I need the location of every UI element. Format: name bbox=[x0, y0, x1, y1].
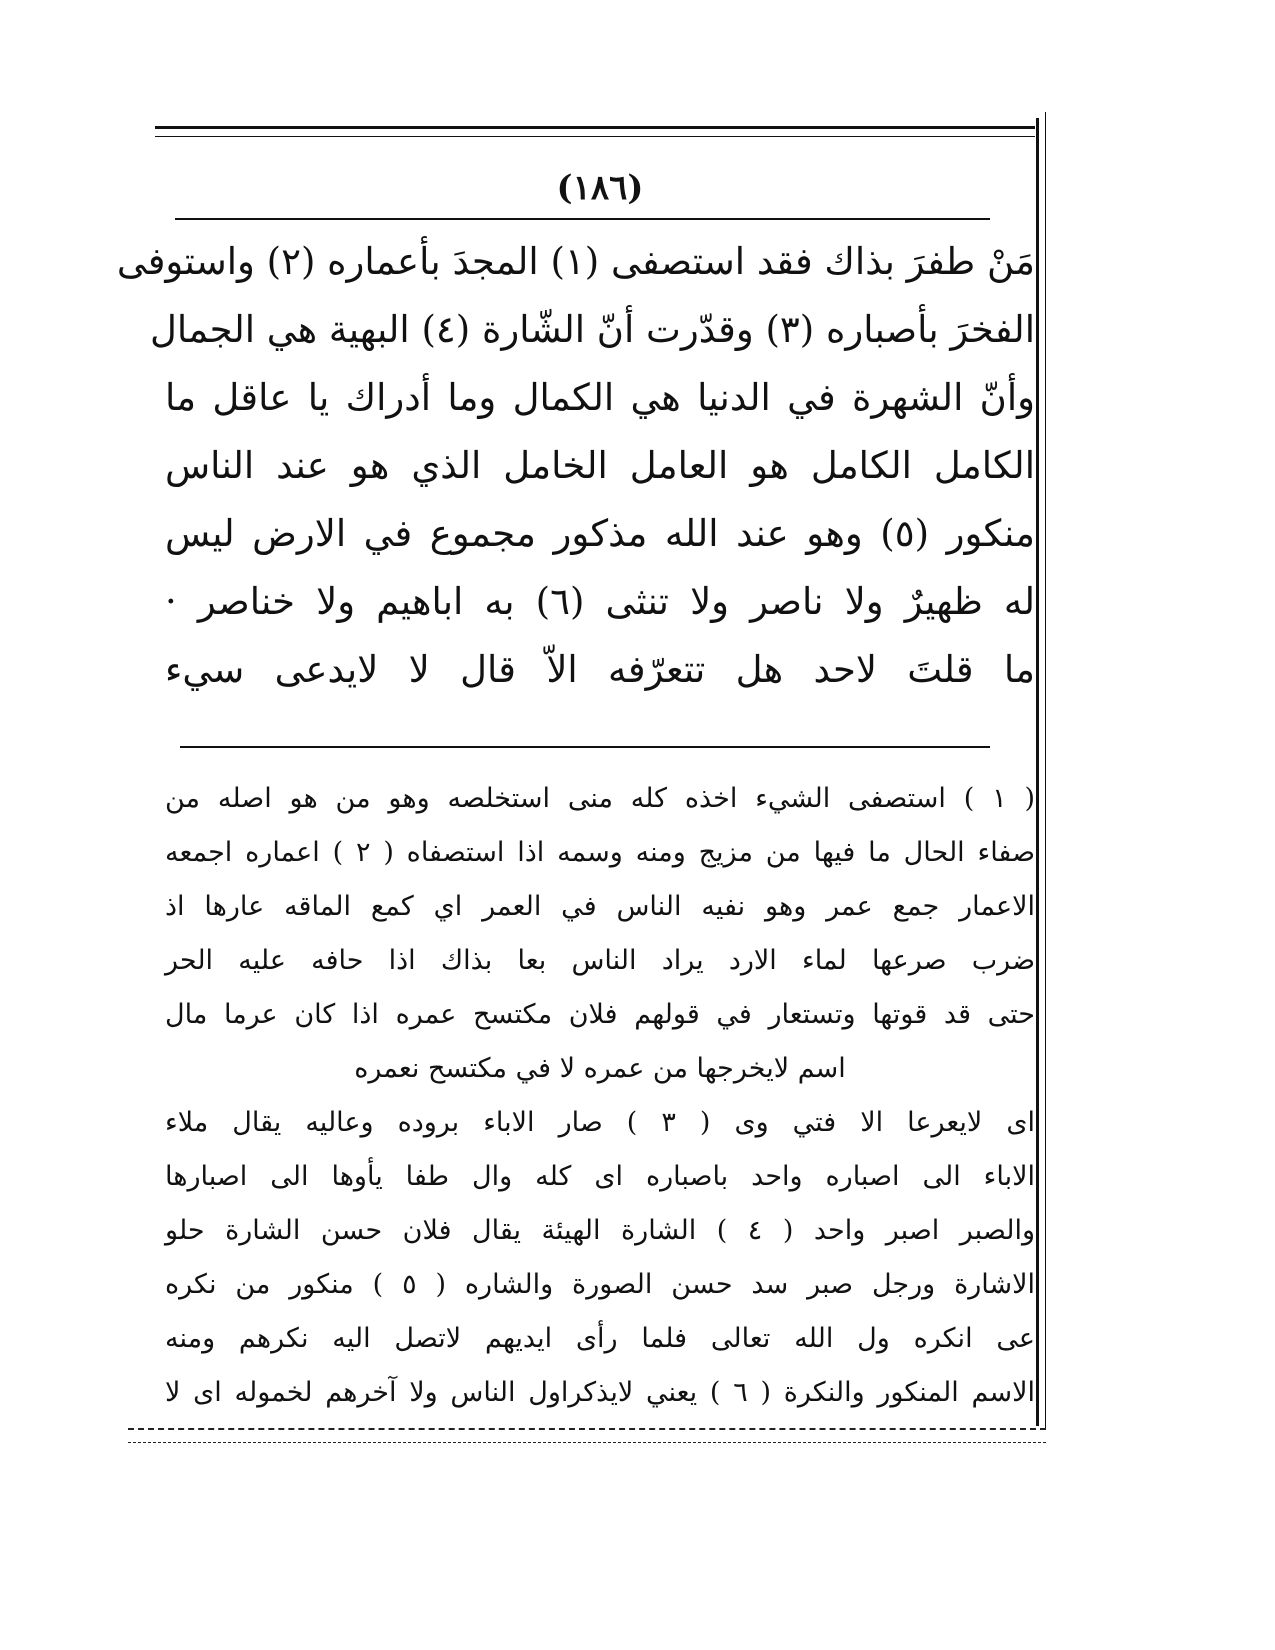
top-rule-thin bbox=[155, 136, 1035, 137]
footnotes bbox=[165, 772, 1035, 1420]
footnote-line: الاعمار جمع عمر وهو نفيه الناس في العمر اي كمع الماقه عارها اذ bbox=[165, 891, 1035, 922]
footnote-line: الاسم المنكور والنكرة ( ٦ ) يعني لايذكراول الناس ولا آخرهم لخموله اى لا bbox=[165, 1377, 1035, 1408]
main-text-line: وأنّ الشهرة في الدنيا هي الكمال وما أدراك يا عاقل ما bbox=[165, 376, 1035, 419]
right-border bbox=[1036, 118, 1039, 1426]
footnote-line: ضرب صرعها لماء الارد يراد الناس بعا بذاك اذا حافه عليه الحر bbox=[165, 945, 1035, 976]
footnote-line: صفاء الحال ما فيها من مزيج ومنه وسمه اذا استصفاه ( ٢ ) اعماره اجمعه bbox=[165, 837, 1036, 868]
footnote-line: اسم لايخرجها من عمره لا في مكتسح نعمره bbox=[354, 1053, 846, 1084]
page-number: (١٨٦) bbox=[556, 168, 644, 208]
footnote-line: اى لايعرعا الا فتي وى ( ٣ ) صار الاباء بروده وعاليه يقال ملاء bbox=[165, 1107, 1035, 1138]
footnote-line: حتى قد قوتها وتستعار في قولهم فلان مكتسح عمره اذا كان عرما مال bbox=[165, 999, 1035, 1030]
footnote-line: الاشارة ورجل صبر سد حسن الصورة والشاره ( ٥ ) منكور من نكره bbox=[165, 1269, 1035, 1300]
main-text-line: له ظهيرٌ ولا ناصر ولا تنثى (٦) به اباهيم ولا خناصر · bbox=[165, 580, 1035, 623]
main-text-line: منكور (٥) وهو عند الله مذكور مجموع في الارض ليس bbox=[165, 512, 1035, 555]
main-text-line: ما قلتَ لاحد هل تتعرّفه الاّ قال لا لايدعى سيء bbox=[165, 648, 1035, 691]
footnote-line: عى انكره ول الله تعالى فلما رأى ايديهم لاتصل اليه نكرهم ومنه bbox=[165, 1323, 1035, 1354]
header-rule bbox=[175, 218, 990, 220]
footnote-line: ( ١ ) استصفى الشيء اخذه كله منى استخلصه وهو من هو اصله من bbox=[165, 783, 1035, 814]
top-rule bbox=[155, 126, 1035, 129]
bottom-rule-lower bbox=[128, 1442, 1046, 1443]
main-text bbox=[116, 228, 1035, 704]
footnote-separator bbox=[180, 746, 990, 748]
bottom-rule bbox=[128, 1428, 1046, 1430]
main-text-line: الفخرَ بأصباره (٣) وقدّرت أنّ الشّارة (٤) البهية هي الجمال bbox=[150, 308, 1035, 351]
main-text-line: الكامل الكامل هو العامل الخامل الذي هو عند الناس bbox=[165, 444, 1035, 487]
footnote-line: والصبر اصبر واحد ( ٤ ) الشارة الهيئة يقال فلان حسن الشارة حلو bbox=[165, 1215, 1035, 1246]
main-text-line: مَنْ طفرَ بذاك فقد استصفى (١) المجدَ بأعماره (٢) واستوفى bbox=[116, 240, 1035, 283]
right-border-thin bbox=[1045, 112, 1046, 1430]
footnote-line: الاباء الى اصباره واحد باصباره اى كله وال طفا يأوها الى اصبارها bbox=[165, 1161, 1035, 1192]
